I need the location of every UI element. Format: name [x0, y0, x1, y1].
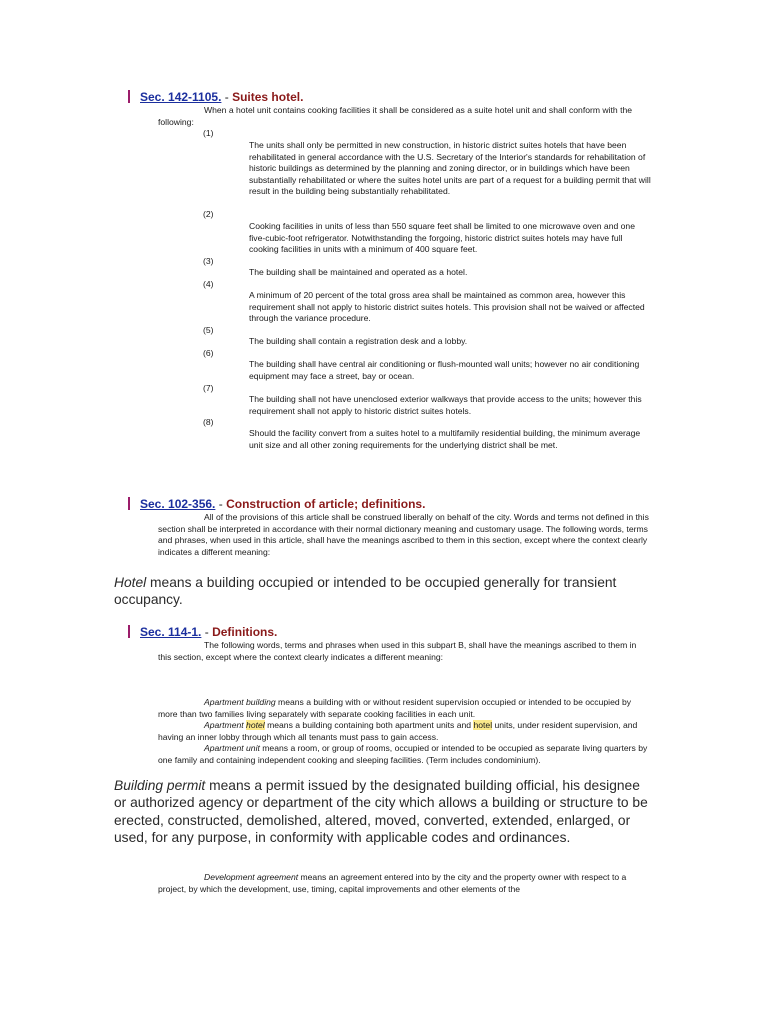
definition-apartment-building: Apartment building means a building with or without resident supervision occupied or intended to be occupied by more than two families living separately with separate cooking facilities in each unit.	[158, 697, 632, 719]
item-text: The building shall have central air conditioning or flush-mounted wall units; however no air conditioning equipment may face a street, bay or ocean.	[249, 359, 640, 381]
section-marker	[128, 90, 130, 103]
section-title: Suites hotel.	[232, 90, 304, 104]
section-heading-114-1: Sec. 114-1. - Definitions.	[128, 625, 277, 639]
item-text: The building shall not have unenclosed exterior walkways that provide access to the units; however this requirement shall not apply to historic district suites hotels.	[249, 394, 642, 416]
hotel-definition: Hotel means a building occupied or intended to be occupied generally for transient occupancy.	[114, 575, 617, 608]
section-title: Definitions.	[212, 625, 278, 639]
item-label: (5)	[203, 325, 214, 335]
section-number-link[interactable]: Sec. 102-356.	[140, 497, 216, 511]
definition-apartment-hotel: Apartment hotel means a building containing both apartment units and hotel units, under resident supervision, and having an inner lobby through which all tenants must pass to gain access.	[158, 720, 638, 742]
definition-apartment-unit: Apartment unit means a room, or group of rooms, occupied or intended to be occupied as separate living quarters by one family and containing independent cooking and sleeping facilities. (Term includes condominium).	[158, 743, 648, 765]
item-label: (6)	[203, 348, 214, 358]
section-intro: All of the provisions of this article shall be construed liberally on behalf of the city. Words and terms not defined in this section shall be interpreted in accordance with their normal dictionary meaning and customary usage. The following words, terms and phrases, when used in this article, shall have the meanings ascribed to them in this section, except where the context clearly indicates a different meaning:	[158, 512, 649, 557]
item-label: (3)	[203, 256, 214, 266]
item-text: Cooking facilities in units of less than 550 square feet shall be limited to one microwave oven and one five-cubic-foot refrigerator. Notwithstanding the forgoing, historic district suites hotels may have full cooking facilities in units with a minimum of 400 square feet.	[249, 221, 635, 255]
item-label: (4)	[203, 279, 214, 289]
item-text: A minimum of 20 percent of the total gross area shall be maintained as common area, however this requirement shall not apply to historic district suites hotels. This provision shall not be waived or affected through the variance procedure.	[249, 290, 645, 324]
definition-building-permit: Building permit means a permit issued by the designated building official, his designee or authorized agency or department of the city which allows a building or structure to be erected, constructed, demolished, altered, moved, converted, extended, enlarged, or used, for any purpose, in conformity with applicable codes and ordinances.	[114, 778, 648, 846]
section-marker	[128, 497, 130, 510]
item-text: The building shall be maintained and operated as a hotel.	[249, 267, 468, 277]
section-title: Construction of article; definitions.	[226, 497, 426, 511]
item-label: (1)	[203, 128, 214, 138]
item-label: (7)	[203, 383, 214, 393]
item-text: Should the facility convert from a suites hotel to a multifamily residential building, the minimum average unit size and all other zoning requirements for the underlying district shall be met.	[249, 428, 641, 450]
section-marker	[128, 625, 130, 638]
definition-development-agreement: Development agreement means an agreement entered into by the city and the property owner with respect to a project, by which the development, use, timing, capital improvements and other elements of the	[158, 872, 627, 894]
item-text: The units shall only be permitted in new construction, in historic district suites hotels that have been rehabilitated in general accordance with the U.S. Secretary of the Interior's standards for rehabilitation of historic buildings as determined by the planning and zoning director, or in buildings which have been substantially rehabilitated or where the suites hotel units are part of a request for a building permit that will result in the building being substantially rehabilitated.	[249, 140, 651, 197]
search-highlight: hotel	[473, 720, 493, 730]
item-label: (8)	[203, 417, 214, 427]
item-label: (2)	[203, 209, 214, 219]
section-intro: The following words, terms and phrases when used in this subpart B, shall have the meanings ascribed to them in this section, except where the context clearly indicates a different meaning:	[158, 640, 637, 662]
search-highlight: hotel	[246, 720, 265, 730]
section-number-link[interactable]: Sec. 114-1.	[140, 625, 202, 639]
section-intro: When a hotel unit contains cooking facilities it shall be considered as a suite hotel unit and shall conform with the following:	[158, 105, 633, 127]
section-heading-142-1105: Sec. 142-1105. - Suites hotel.	[128, 90, 303, 104]
item-text: The building shall contain a registration desk and a lobby.	[249, 336, 468, 346]
section-number-link[interactable]: Sec. 142-1105.	[140, 90, 222, 104]
section-heading-102-356: Sec. 102-356. - Construction of article; definitions.	[128, 497, 425, 511]
